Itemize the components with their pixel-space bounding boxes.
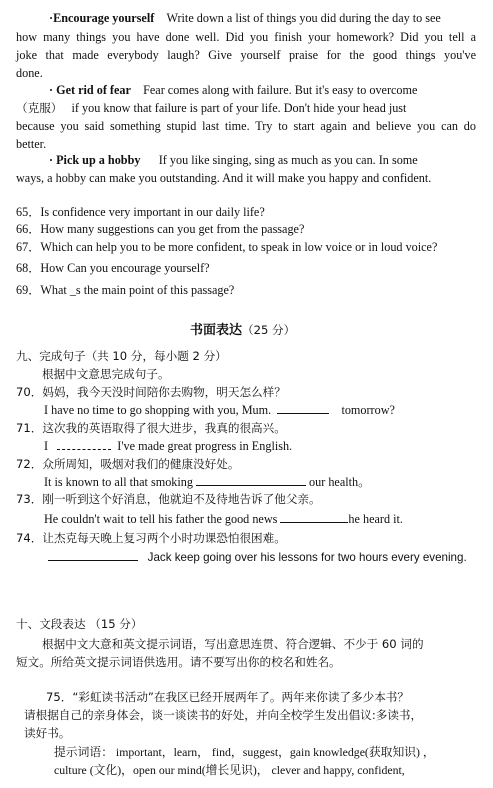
item-73-cn: 73．刚一听到这个好消息，他就迫不及待地告诉了他父亲。 — [16, 492, 321, 506]
hint-words-line2: culture (文化)，open our mind(增长见识)， clever and happy, confident, — [54, 763, 405, 777]
item-72-cn: 72．众所周知，吸烟对我们的健康没好处。 — [16, 457, 240, 471]
para3-line1: · Pick up a hobby If you like singing, sing as much as you can. In some — [49, 153, 418, 167]
item-73-en: He couldn't wait to tell his father the good news he heard it. — [44, 512, 403, 526]
item-72-en: It is known to all that smoking our health。 — [44, 475, 371, 489]
para3-title: · Pick up a hobby — [49, 153, 141, 167]
para2-line3: because you said something stupid last time. Try to start again and believe you can do — [16, 119, 476, 133]
part10-heading: 十、文段表达 （15 分） — [16, 617, 143, 631]
para1-line4: done. — [16, 66, 43, 80]
para2-title: · Get rid of fear — [49, 83, 131, 97]
para2-line1: · Get rid of fear Fear comes along with failure. But it's easy to overcome — [49, 83, 418, 97]
item-71-cn: 71．这次我的英语取得了很大进步，我真的很高兴。 — [16, 421, 286, 435]
item-70-cn: 70．妈妈，我今天没时间陪你去购物，明天怎么样？ — [16, 385, 286, 399]
answer-blank-70[interactable] — [277, 402, 329, 414]
item-74-en: Jack keep going over his lessons for two hours every evening. — [48, 549, 467, 566]
para2-line2: （克服） if you know that failure is part of your life. Don't hide your head just — [16, 101, 407, 115]
hint-words-line1: 提示词语： important，learn， find，suggest，gain knowledge(获取知识) ， — [54, 745, 435, 759]
part10-instruction-line1: 根据中文大意和英文提示词语，写出意思连贯、符合逻辑、不少于 60 词的 — [42, 637, 424, 651]
para2-line4: better. — [16, 137, 47, 151]
section-title: 书面表达（25 分） — [190, 323, 296, 338]
para1-line1: ·Encourage yourself Write down a list of things you did during the day to see — [49, 11, 441, 25]
item-71-en: I I've made great progress in English. — [44, 439, 293, 453]
question-66: 66．How many suggestions can you get from the passage? — [16, 222, 305, 236]
question-67: 67．Which can help you to be more confident, to speak in low voice or in loud voice? — [16, 240, 438, 254]
answer-blank-72[interactable] — [196, 474, 306, 486]
question-68: 68．How Can you encourage yourself? — [16, 261, 210, 275]
para1-line3: joke that made everybody laugh? Give yourself praise for the good things you've — [16, 48, 476, 62]
part10-instruction-line2: 短文。所给英文提示词语供选用。请不要写出你的校名和姓名。 — [16, 655, 341, 669]
question-75-line3: 读好书。 — [24, 726, 71, 740]
para1-line2: how many things you have done well. Did you finish your homework? Did you tell a — [16, 30, 476, 44]
question-75-line1: 75．“彩虹读书活动”在我区已经开展两年了。两年来你读了多少本书？ — [46, 690, 409, 704]
part9-heading: 九、完成句子（共 10 分，每小题 2 分） — [16, 349, 227, 363]
question-65: 65．Is confidence very important in our daily life? — [16, 205, 265, 219]
answer-blank-71[interactable] — [57, 438, 111, 450]
para1-title: ·Encourage yourself — [49, 11, 155, 25]
item-70-en: I have no time to go shopping with you, Mum. tomorrow? — [44, 403, 395, 417]
question-69: 69．What _s the main point of this passage? — [16, 283, 235, 297]
part9-instruction: 根据中文意思完成句子。 — [42, 367, 170, 381]
answer-blank-73[interactable] — [280, 511, 348, 523]
para3-line2: ways, a hobby can make you outstanding. And it will make you happy and confident. — [16, 171, 432, 185]
answer-blank-74[interactable] — [48, 549, 138, 561]
question-75-line2: 请根据自己的亲身体会，谈一谈读书的好处，并向全校学生发出倡议:多读书， — [24, 708, 423, 722]
item-74-cn: 74．让杰克每天晚上复习两个小时功课恐怕很困难。 — [16, 531, 286, 545]
